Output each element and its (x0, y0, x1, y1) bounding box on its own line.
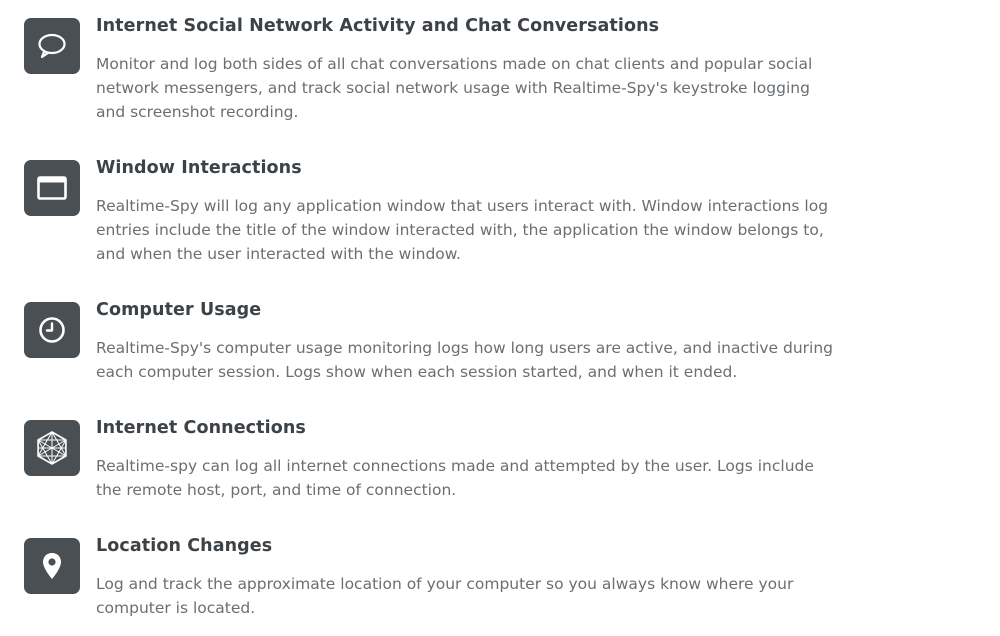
chat-bubble-icon (24, 18, 80, 74)
feature-description: Log and track the approximate location of your computer so you always know where your computer is located. (96, 575, 794, 617)
feature-description: Realtime-Spy's computer usage monitoring logs how long users are active, and inactive during each computer session. Logs show when each session started, and when it ended. (96, 339, 834, 381)
feature-description: Realtime-Spy will log any application window that users interact with. Window interactions log entries include the title of the window interacted with, the application the window belongs to, and when the user interacted with the window. (96, 197, 829, 263)
network-globe-icon (24, 420, 80, 476)
location-pin-icon (24, 538, 80, 594)
feature-description: Realtime-spy can log all internet connections made and attempted by the user. Logs include the remote host, port, and time of connection. (96, 457, 814, 499)
clock-icon (24, 302, 80, 358)
feature-title: Location Changes (96, 536, 273, 556)
feature-description: Monitor and log both sides of all chat conversations made on chat clients and popular social network messengers, and track social network usage with Realtime-Spy's keystroke logging and screenshot recording. (96, 55, 813, 121)
feature-title: Internet Social Network Activity and Chat Conversations (96, 16, 660, 36)
feature-title: Window Interactions (96, 158, 302, 178)
feature-title: Internet Connections (96, 418, 306, 438)
feature-title: Computer Usage (96, 300, 262, 320)
window-icon (24, 160, 80, 216)
